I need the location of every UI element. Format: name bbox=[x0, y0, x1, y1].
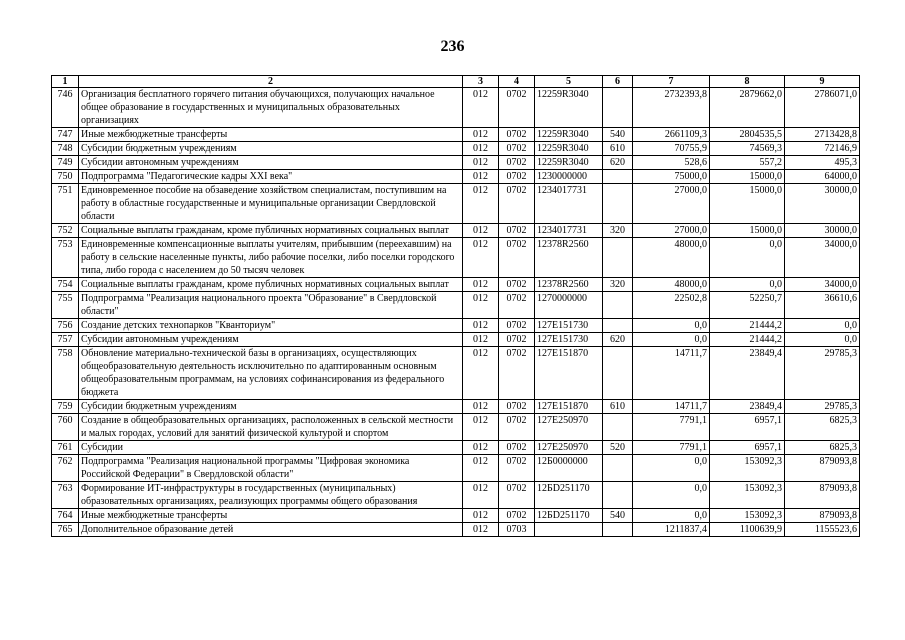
table-row bbox=[52, 224, 860, 238]
row-amount-2: 557,2 bbox=[710, 156, 785, 170]
row-ministry-code: 012 bbox=[463, 347, 499, 400]
row-number: 760 bbox=[52, 414, 79, 441]
row-name: Субсидии бюджетным учреждениям bbox=[79, 142, 463, 156]
row-section-code: 0702 bbox=[499, 170, 535, 184]
row-name: Субсидии автономным учреждениям bbox=[79, 156, 463, 170]
row-number: 761 bbox=[52, 441, 79, 455]
row-amount-3: 2713428,8 bbox=[785, 128, 860, 142]
column-header-2: 2 bbox=[79, 76, 463, 88]
row-section-code: 0702 bbox=[499, 292, 535, 319]
row-ministry-code: 012 bbox=[463, 142, 499, 156]
row-amount-2: 0,0 bbox=[710, 278, 785, 292]
row-section-code: 0702 bbox=[499, 400, 535, 414]
table-row bbox=[52, 347, 860, 400]
page-number: 236 bbox=[440, 38, 465, 55]
row-expense-type bbox=[603, 319, 633, 333]
row-amount-3: 64000,0 bbox=[785, 170, 860, 184]
row-ministry-code: 012 bbox=[463, 333, 499, 347]
row-ministry-code: 012 bbox=[463, 441, 499, 455]
row-expense-type: 620 bbox=[603, 333, 633, 347]
column-header-7: 7 bbox=[633, 76, 710, 88]
row-amount-1: 75000,0 bbox=[633, 170, 710, 184]
row-target-code: 127E151870 bbox=[535, 400, 603, 414]
row-expense-type bbox=[603, 292, 633, 319]
row-amount-3: 29785,3 bbox=[785, 400, 860, 414]
row-amount-2: 21444,2 bbox=[710, 333, 785, 347]
row-number: 747 bbox=[52, 128, 79, 142]
table-row bbox=[52, 509, 860, 523]
row-amount-1: 2661109,3 bbox=[633, 128, 710, 142]
row-amount-1: 2732393,8 bbox=[633, 88, 710, 128]
row-amount-1: 0,0 bbox=[633, 333, 710, 347]
row-target-code: 127E250970 bbox=[535, 441, 603, 455]
row-expense-type bbox=[603, 347, 633, 400]
row-amount-3: 30000,0 bbox=[785, 184, 860, 224]
row-section-code: 0702 bbox=[499, 156, 535, 170]
row-amount-2: 153092,3 bbox=[710, 509, 785, 523]
row-amount-3: 879093,8 bbox=[785, 509, 860, 523]
row-name: Подпрограмма "Реализация национального проекта "Образование" в Свердловской области" bbox=[79, 292, 463, 319]
row-amount-2: 0,0 bbox=[710, 238, 785, 278]
row-expense-type: 620 bbox=[603, 156, 633, 170]
row-target-code: 12259R3040 bbox=[535, 128, 603, 142]
row-amount-2: 74569,3 bbox=[710, 142, 785, 156]
row-amount-1: 0,0 bbox=[633, 509, 710, 523]
row-amount-3: 1155523,6 bbox=[785, 523, 860, 537]
row-amount-1: 528,6 bbox=[633, 156, 710, 170]
row-amount-1: 7791,1 bbox=[633, 414, 710, 441]
row-number: 750 bbox=[52, 170, 79, 184]
row-name: Единовременное пособие на обзаведение хозяйством специалистам, поступившим на работу в областные государственные и муниципальные организации Свердловской области bbox=[79, 184, 463, 224]
row-section-code: 0702 bbox=[499, 347, 535, 400]
row-expense-type bbox=[603, 455, 633, 482]
row-amount-2: 21444,2 bbox=[710, 319, 785, 333]
row-ministry-code: 012 bbox=[463, 170, 499, 184]
row-amount-3: 879093,8 bbox=[785, 482, 860, 509]
row-name: Иные межбюджетные трансферты bbox=[79, 509, 463, 523]
row-number: 748 bbox=[52, 142, 79, 156]
row-name: Субсидии бюджетным учреждениям bbox=[79, 400, 463, 414]
row-expense-type: 610 bbox=[603, 400, 633, 414]
row-amount-3: 495,3 bbox=[785, 156, 860, 170]
row-ministry-code: 012 bbox=[463, 523, 499, 537]
row-ministry-code: 012 bbox=[463, 128, 499, 142]
row-target-code: 12259R3040 bbox=[535, 156, 603, 170]
table-row bbox=[52, 170, 860, 184]
table-row bbox=[52, 455, 860, 482]
row-amount-1: 48000,0 bbox=[633, 278, 710, 292]
table-row bbox=[52, 88, 860, 128]
row-expense-type bbox=[603, 414, 633, 441]
column-header-8: 8 bbox=[710, 76, 785, 88]
column-header-4: 4 bbox=[499, 76, 535, 88]
row-number: 762 bbox=[52, 455, 79, 482]
row-number: 756 bbox=[52, 319, 79, 333]
row-name: Социальные выплаты гражданам, кроме публичных нормативных социальных выплат bbox=[79, 224, 463, 238]
row-amount-3: 30000,0 bbox=[785, 224, 860, 238]
budget-table bbox=[51, 75, 860, 537]
row-expense-type: 320 bbox=[603, 278, 633, 292]
row-number: 753 bbox=[52, 238, 79, 278]
row-target-code: 12Б0000000 bbox=[535, 455, 603, 482]
row-target-code: 12259R3040 bbox=[535, 88, 603, 128]
row-name: Дополнительное образование детей bbox=[79, 523, 463, 537]
row-target-code: 12378R2560 bbox=[535, 278, 603, 292]
row-expense-type: 610 bbox=[603, 142, 633, 156]
row-amount-3: 36610,6 bbox=[785, 292, 860, 319]
row-number: 746 bbox=[52, 88, 79, 128]
row-ministry-code: 012 bbox=[463, 184, 499, 224]
row-name: Единовременные компенсационные выплаты учителям, прибывшим (переехавшим) на работу в сельские населенные пункты, либо рабочие поселки, либо поселки городского типа, либо города с населением до 50 тысяч человек bbox=[79, 238, 463, 278]
row-number: 751 bbox=[52, 184, 79, 224]
row-amount-2: 2804535,5 bbox=[710, 128, 785, 142]
row-number: 749 bbox=[52, 156, 79, 170]
row-amount-3: 29785,3 bbox=[785, 347, 860, 400]
table-row bbox=[52, 319, 860, 333]
row-section-code: 0702 bbox=[499, 238, 535, 278]
row-target-code bbox=[535, 523, 603, 537]
row-amount-3: 34000,0 bbox=[785, 238, 860, 278]
column-header-1: 1 bbox=[52, 76, 79, 88]
row-target-code: 127E250970 bbox=[535, 414, 603, 441]
row-ministry-code: 012 bbox=[463, 482, 499, 509]
row-amount-3: 6825,3 bbox=[785, 414, 860, 441]
row-section-code: 0702 bbox=[499, 184, 535, 224]
row-expense-type bbox=[603, 184, 633, 224]
row-amount-2: 6957,1 bbox=[710, 414, 785, 441]
row-amount-3: 2786071,0 bbox=[785, 88, 860, 128]
row-target-code: 1234017731 bbox=[535, 184, 603, 224]
row-amount-2: 15000,0 bbox=[710, 224, 785, 238]
row-section-code: 0702 bbox=[499, 224, 535, 238]
row-amount-1: 48000,0 bbox=[633, 238, 710, 278]
row-section-code: 0702 bbox=[499, 88, 535, 128]
column-header-9: 9 bbox=[785, 76, 860, 88]
row-ministry-code: 012 bbox=[463, 224, 499, 238]
row-ministry-code: 012 bbox=[463, 292, 499, 319]
row-target-code: 127E151730 bbox=[535, 333, 603, 347]
row-number: 763 bbox=[52, 482, 79, 509]
row-section-code: 0702 bbox=[499, 482, 535, 509]
row-section-code: 0702 bbox=[499, 414, 535, 441]
table-header-row bbox=[52, 76, 860, 88]
row-number: 765 bbox=[52, 523, 79, 537]
row-ministry-code: 012 bbox=[463, 156, 499, 170]
row-number: 757 bbox=[52, 333, 79, 347]
row-name: Создание в общеобразовательных организациях, расположенных в сельской местности и малых городах, условий для занятий физической культурой и спортом bbox=[79, 414, 463, 441]
row-amount-2: 153092,3 bbox=[710, 482, 785, 509]
row-ministry-code: 012 bbox=[463, 319, 499, 333]
row-target-code: 127E151730 bbox=[535, 319, 603, 333]
row-name: Обновление материально-технической базы в организациях, осуществляющих общеобразовательную деятельность исключительно по адаптированным основным общеобразовательным программам, на условиях софинансирования из федерального бюджета bbox=[79, 347, 463, 400]
row-amount-1: 14711,7 bbox=[633, 400, 710, 414]
row-name: Организация бесплатного горячего питания обучающихся, получающих начальное общее образование в государственных и муниципальных образовательных организациях bbox=[79, 88, 463, 128]
table-row bbox=[52, 333, 860, 347]
row-section-code: 0702 bbox=[499, 333, 535, 347]
table-row bbox=[52, 142, 860, 156]
row-expense-type bbox=[603, 482, 633, 509]
row-expense-type: 520 bbox=[603, 441, 633, 455]
table-row bbox=[52, 400, 860, 414]
column-header-5: 5 bbox=[535, 76, 603, 88]
row-ministry-code: 012 bbox=[463, 400, 499, 414]
row-name: Подпрограмма "Педагогические кадры XXI века" bbox=[79, 170, 463, 184]
row-expense-type: 540 bbox=[603, 128, 633, 142]
row-amount-3: 6825,3 bbox=[785, 441, 860, 455]
row-number: 758 bbox=[52, 347, 79, 400]
row-section-code: 0702 bbox=[499, 441, 535, 455]
row-amount-2: 52250,7 bbox=[710, 292, 785, 319]
row-target-code: 1230000000 bbox=[535, 170, 603, 184]
row-ministry-code: 012 bbox=[463, 238, 499, 278]
column-header-3: 3 bbox=[463, 76, 499, 88]
row-target-code: 127E151870 bbox=[535, 347, 603, 400]
row-number: 754 bbox=[52, 278, 79, 292]
row-ministry-code: 012 bbox=[463, 278, 499, 292]
row-amount-2: 2879662,0 bbox=[710, 88, 785, 128]
row-amount-2: 1100639,9 bbox=[710, 523, 785, 537]
row-expense-type bbox=[603, 238, 633, 278]
row-name: Создание детских технопарков "Кванториум" bbox=[79, 319, 463, 333]
row-name: Субсидии bbox=[79, 441, 463, 455]
table-row bbox=[52, 292, 860, 319]
row-amount-1: 0,0 bbox=[633, 455, 710, 482]
row-section-code: 0702 bbox=[499, 142, 535, 156]
row-amount-1: 27000,0 bbox=[633, 184, 710, 224]
row-name: Иные межбюджетные трансферты bbox=[79, 128, 463, 142]
row-amount-2: 15000,0 bbox=[710, 170, 785, 184]
row-target-code: 12БD251170 bbox=[535, 509, 603, 523]
table-row bbox=[52, 238, 860, 278]
row-amount-1: 0,0 bbox=[633, 482, 710, 509]
row-amount-3: 879093,8 bbox=[785, 455, 860, 482]
row-ministry-code: 012 bbox=[463, 88, 499, 128]
table-row bbox=[52, 278, 860, 292]
row-expense-type bbox=[603, 88, 633, 128]
row-target-code: 12БD251170 bbox=[535, 482, 603, 509]
row-amount-2: 153092,3 bbox=[710, 455, 785, 482]
table-body bbox=[52, 88, 860, 537]
row-number: 759 bbox=[52, 400, 79, 414]
row-expense-type: 540 bbox=[603, 509, 633, 523]
table-row bbox=[52, 414, 860, 441]
row-amount-2: 6957,1 bbox=[710, 441, 785, 455]
row-name: Формирование ИТ-инфраструктуры в государственных (муниципальных) образовательных организациях, реализующих программы общего образования bbox=[79, 482, 463, 509]
table-row bbox=[52, 128, 860, 142]
row-section-code: 0702 bbox=[499, 509, 535, 523]
row-expense-type bbox=[603, 170, 633, 184]
row-amount-1: 70755,9 bbox=[633, 142, 710, 156]
row-name: Социальные выплаты гражданам, кроме публичных нормативных социальных выплат bbox=[79, 278, 463, 292]
table-row bbox=[52, 523, 860, 537]
row-section-code: 0702 bbox=[499, 278, 535, 292]
row-section-code: 0702 bbox=[499, 455, 535, 482]
row-amount-3: 0,0 bbox=[785, 333, 860, 347]
row-amount-1: 1211837,4 bbox=[633, 523, 710, 537]
row-ministry-code: 012 bbox=[463, 414, 499, 441]
row-number: 764 bbox=[52, 509, 79, 523]
table-row bbox=[52, 184, 860, 224]
row-amount-1: 0,0 bbox=[633, 319, 710, 333]
row-target-code: 12378R2560 bbox=[535, 238, 603, 278]
row-amount-1: 22502,8 bbox=[633, 292, 710, 319]
row-target-code: 1270000000 bbox=[535, 292, 603, 319]
table-row bbox=[52, 441, 860, 455]
row-number: 755 bbox=[52, 292, 79, 319]
table-row bbox=[52, 156, 860, 170]
row-name: Подпрограмма "Реализация национальной программы "Цифровая экономика Российской Федерации" в Свердловской области" bbox=[79, 455, 463, 482]
row-amount-1: 27000,0 bbox=[633, 224, 710, 238]
column-header-6: 6 bbox=[603, 76, 633, 88]
row-target-code: 12259R3040 bbox=[535, 142, 603, 156]
row-amount-3: 0,0 bbox=[785, 319, 860, 333]
row-section-code: 0702 bbox=[499, 128, 535, 142]
row-amount-3: 72146,9 bbox=[785, 142, 860, 156]
row-ministry-code: 012 bbox=[463, 455, 499, 482]
row-amount-3: 34000,0 bbox=[785, 278, 860, 292]
row-ministry-code: 012 bbox=[463, 509, 499, 523]
row-amount-2: 23849,4 bbox=[710, 400, 785, 414]
row-amount-2: 23849,4 bbox=[710, 347, 785, 400]
row-number: 752 bbox=[52, 224, 79, 238]
row-amount-1: 7791,1 bbox=[633, 441, 710, 455]
row-expense-type: 320 bbox=[603, 224, 633, 238]
row-name: Субсидии автономным учреждениям bbox=[79, 333, 463, 347]
row-section-code: 0702 bbox=[499, 319, 535, 333]
row-amount-2: 15000,0 bbox=[710, 184, 785, 224]
row-amount-1: 14711,7 bbox=[633, 347, 710, 400]
table-row bbox=[52, 482, 860, 509]
row-expense-type bbox=[603, 523, 633, 537]
row-target-code: 1234017731 bbox=[535, 224, 603, 238]
row-section-code: 0703 bbox=[499, 523, 535, 537]
